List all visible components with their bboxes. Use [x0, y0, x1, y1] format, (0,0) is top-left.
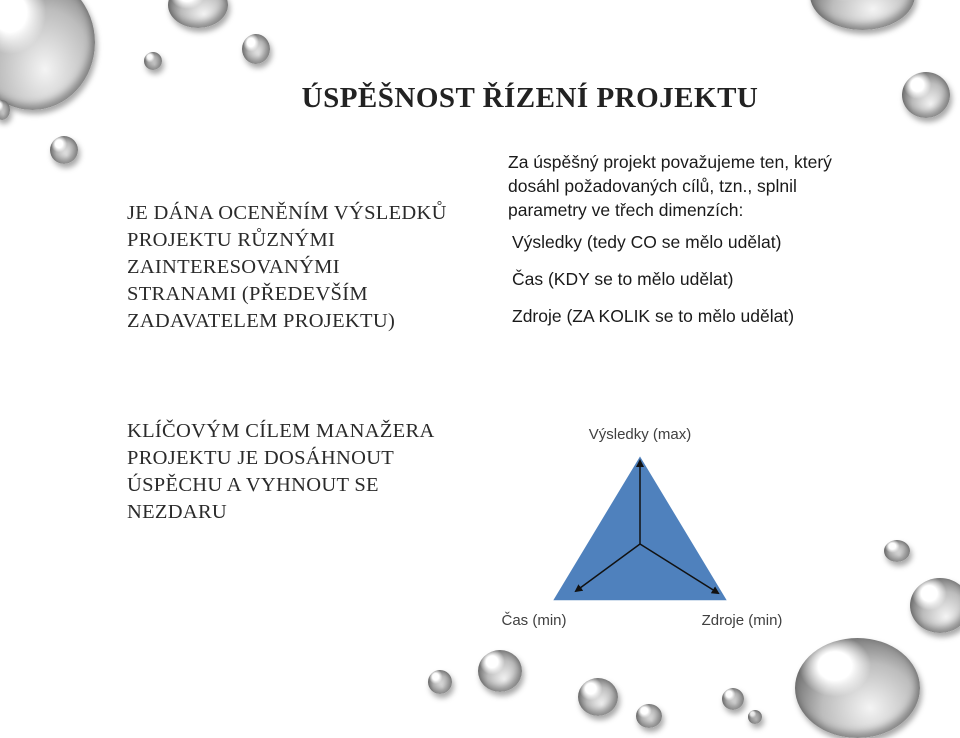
- water-drop: [910, 578, 960, 633]
- intro-text: Za úspěšný projekt považujeme ten, který dosáhl požadovaných cílů, tzn., splnil parametry ve třech dimenzích:: [508, 152, 832, 220]
- label-time: Čas (min): [501, 612, 567, 629]
- slide-title: ÚSPĚŠNOST ŘÍZENÍ PROJEKTU: [301, 82, 759, 114]
- water-drop: [242, 34, 270, 64]
- water-drop: [884, 540, 910, 562]
- dimension-item-results: Výsledky (tedy CO se mělo udělat): [512, 232, 782, 252]
- water-drop: [478, 650, 522, 692]
- label-resources: Zdroje (min): [701, 612, 783, 629]
- project-triangle-diagram: [490, 415, 810, 640]
- water-drop: [722, 688, 744, 710]
- water-drop: [795, 638, 920, 738]
- water-drop: [636, 704, 662, 728]
- right-text-block: [508, 150, 848, 329]
- left-paragraph-2: KLÍČOVÝM CÍLEM MANAŽERA PROJEKTU JE DOSÁHNOUT ÚSPĚCHU A VYHNOUT SE NEZDARU: [127, 420, 434, 523]
- water-drop: [428, 670, 452, 694]
- water-drop: [578, 678, 618, 716]
- water-drop: [50, 136, 78, 164]
- water-drop: [810, 0, 915, 30]
- left-paragraph-1: JE DÁNA OCENĚNÍM VÝSLEDKŮ PROJEKTU RŮZNÝMI ZAINTERESOVANÝMI STRANAMI (PŘEDEVŠÍM ZADAVATELEM PROJEKTU): [127, 202, 447, 332]
- label-results: Výsledky (max): [588, 426, 692, 443]
- dimension-item-time: Čas (KDY se to mělo udělat): [512, 269, 734, 289]
- water-drop: [144, 52, 162, 70]
- water-drop: [748, 710, 762, 724]
- water-drop: [168, 0, 228, 28]
- dimension-item-resources: Zdroje (ZA KOLIK se to mělo udělat): [512, 306, 795, 326]
